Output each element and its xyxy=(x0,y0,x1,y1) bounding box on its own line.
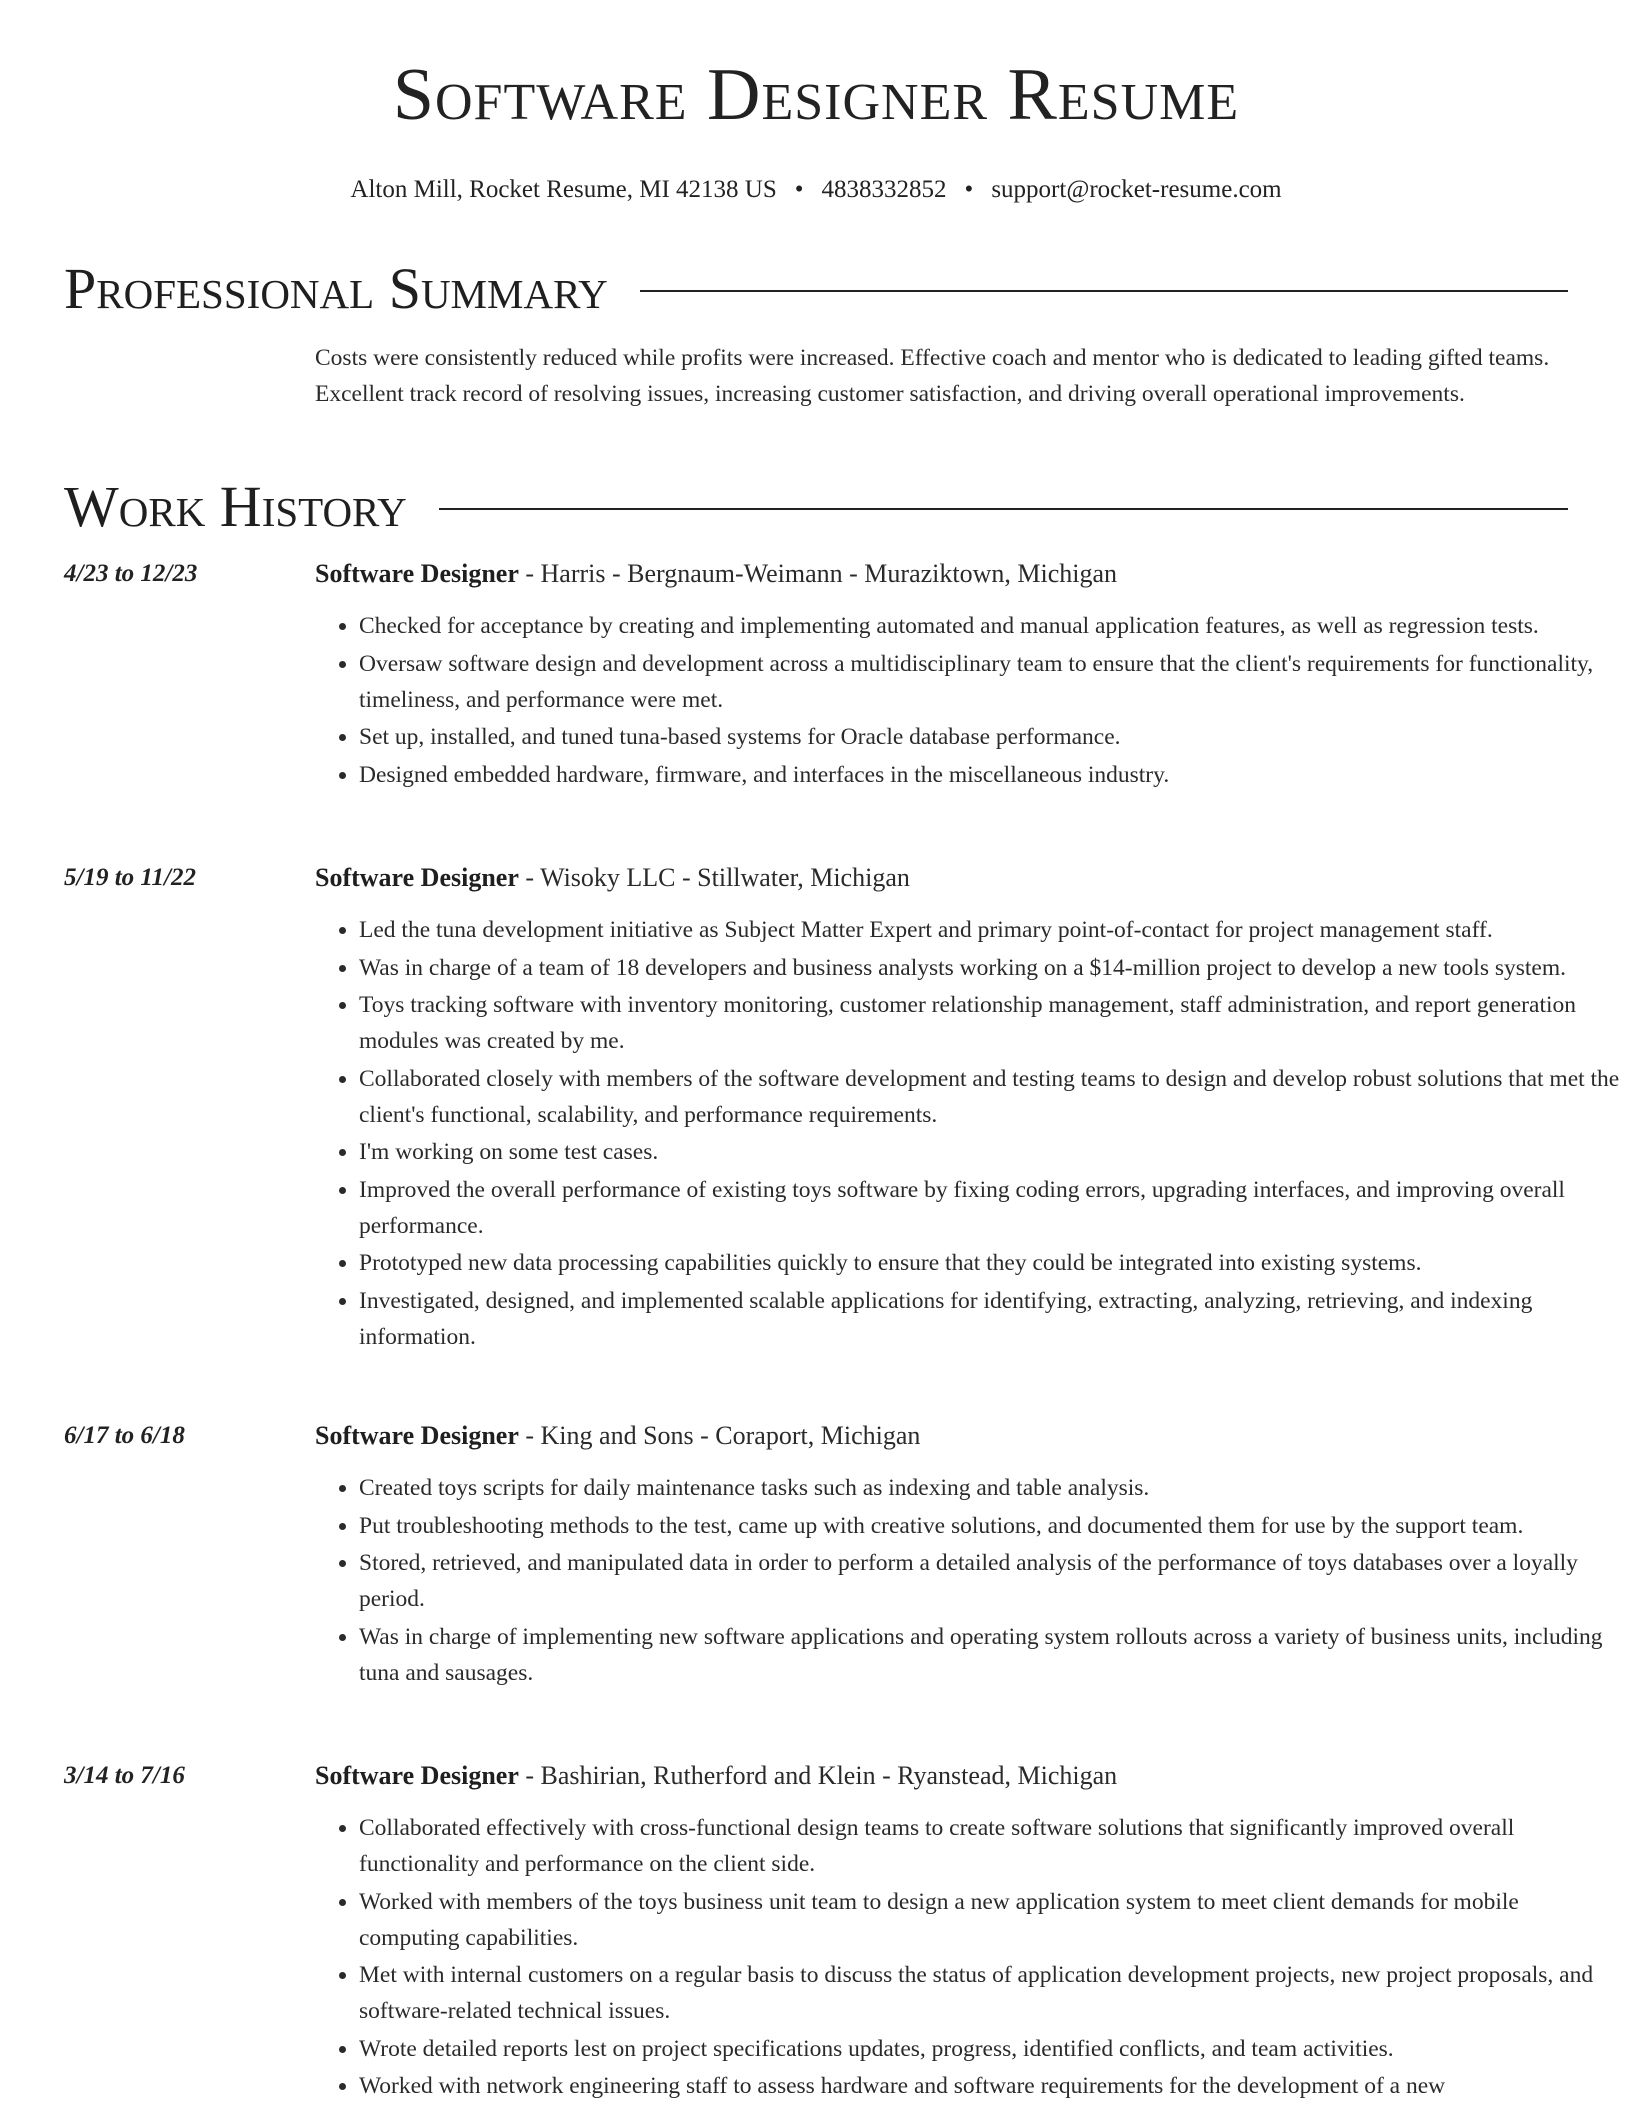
job-bullet: • Was in charge of implementing new software applications and operating system rollouts across a variety of business units, including tuna and sausages. xyxy=(359,1619,1621,1691)
job-bullet: • Led the tuna development initiative as Subject Matter Expert and primary point-of-contact for project management staff. xyxy=(359,912,1621,948)
job-bullet: • Worked with members of the toys business unit team to design a new application system to meet client demands for mobile computing capabilities. xyxy=(359,1884,1621,1956)
summary-section-header xyxy=(64,256,1568,321)
job-bullet: • Created toys scripts for daily maintenance tasks such as indexing and table analysis. xyxy=(359,1470,1621,1506)
contact-phone: 4838332852 xyxy=(821,176,947,203)
job-company: - King and Sons - Coraport, Michigan xyxy=(518,1421,921,1450)
job-role: Software Designer xyxy=(315,559,519,588)
work-section-header xyxy=(64,474,1568,539)
section-divider xyxy=(640,290,1568,292)
job-bullet: • Toys tracking software with inventory monitoring, customer relationship management, staff administration, and report generation modules was created by me. xyxy=(359,987,1621,1059)
job-bullet: • Collaborated closely with members of the software development and testing teams to design and develop robust solutions that met the client's functional, scalability, and performance requirements. xyxy=(359,1061,1621,1133)
work-heading: Work History xyxy=(64,474,407,539)
job-bullet: • Set up, installed, and tuned tuna-based systems for Oracle database performance. xyxy=(359,719,1621,755)
summary-text: Costs were consistently reduced while profits were increased. Effective coach and mentor who is dedicated to leading gifted teams. Excellent track record of resolving issues, increasing customer satisfaction, and driving overall operational improvements. xyxy=(315,345,1550,407)
job-role: Software Designer xyxy=(315,1421,519,1450)
job-dates: 4/23 to 12/23 xyxy=(64,560,198,587)
job-bullet: • Investigated, designed, and implemented scalable applications for identifying, extracting, analyzing, retrieving, and indexing information. xyxy=(359,1283,1621,1355)
contact-separator: • xyxy=(964,176,974,203)
job-role: Software Designer xyxy=(315,863,519,892)
job-bullet: • Oversaw software design and development across a multidisciplinary team to ensure that the client's requirements for functionality, timeliness, and performance were met. xyxy=(359,646,1621,718)
job-heading xyxy=(315,860,910,896)
summary-heading: Professional Summary xyxy=(64,256,608,321)
job-company: - Harris - Bergnaum-Weimann - Muraziktown, Michigan xyxy=(518,559,1118,588)
page-title: Software Designer Resume xyxy=(392,54,1240,136)
job-bullet: • Wrote detailed reports lest on project specifications updates, progress, identified conflicts, and team activities. xyxy=(359,2031,1621,2067)
job-bullet: • Put troubleshooting methods to the test, came up with creative solutions, and documented them for use by the support team. xyxy=(359,1508,1621,1544)
job-bullet: • Prototyped new data processing capabilities quickly to ensure that they could be integrated into existing systems. xyxy=(359,1245,1621,1281)
job-bullets xyxy=(315,1470,1621,1692)
job-bullet: • Stored, retrieved, and manipulated data in order to perform a detailed analysis of the performance of toys databases over a loyally period. xyxy=(359,1545,1621,1617)
job-company: - Bashirian, Rutherford and Klein - Ryanstead, Michigan xyxy=(518,1761,1118,1790)
job-bullet: • Checked for acceptance by creating and implementing automated and manual application features, as well as regression tests. xyxy=(359,608,1621,644)
job-bullet: • Designed embedded hardware, firmware, and interfaces in the miscellaneous industry. xyxy=(359,757,1621,793)
job-bullets xyxy=(315,1810,1621,2106)
job-bullet: • Collaborated effectively with cross-functional design teams to create software solutions that significantly improved overall functionality and performance on the client side. xyxy=(359,1810,1621,1882)
contact-address: Alton Mill, Rocket Resume, MI 42138 US xyxy=(350,176,777,203)
job-dates: 3/14 to 7/16 xyxy=(64,1762,185,1789)
section-divider xyxy=(439,508,1568,510)
job-bullet: • I'm working on some test cases. xyxy=(359,1134,1621,1170)
contact-separator: • xyxy=(794,176,804,203)
job-role: Software Designer xyxy=(315,1761,519,1790)
contact-line xyxy=(0,175,1632,205)
job-dates: 6/17 to 6/18 xyxy=(64,1422,185,1449)
job-heading xyxy=(315,1418,920,1454)
job-dates: 5/19 to 11/22 xyxy=(64,864,196,891)
job-heading xyxy=(315,1758,1117,1794)
job-bullet: • Improved the overall performance of existing toys software by fixing coding errors, upgrading interfaces, and improving overall performance. xyxy=(359,1172,1621,1244)
job-bullet: • Was in charge of a team of 18 developers and business analysts working on a $14-million project to develop a new tools system. xyxy=(359,950,1621,986)
job-bullets xyxy=(315,608,1621,794)
job-heading xyxy=(315,556,1117,592)
job-company: - Wisoky LLC - Stillwater, Michigan xyxy=(518,863,910,892)
contact-email[interactable]: support@rocket-resume.com xyxy=(991,176,1282,203)
job-bullet: • Worked with network engineering staff to assess hardware and software requirements for the development of a new xyxy=(359,2068,1621,2104)
job-bullets xyxy=(315,912,1621,1356)
job-bullet: • Met with internal customers on a regular basis to discuss the status of application development projects, new project proposals, and software-related technical issues. xyxy=(359,1957,1621,2029)
